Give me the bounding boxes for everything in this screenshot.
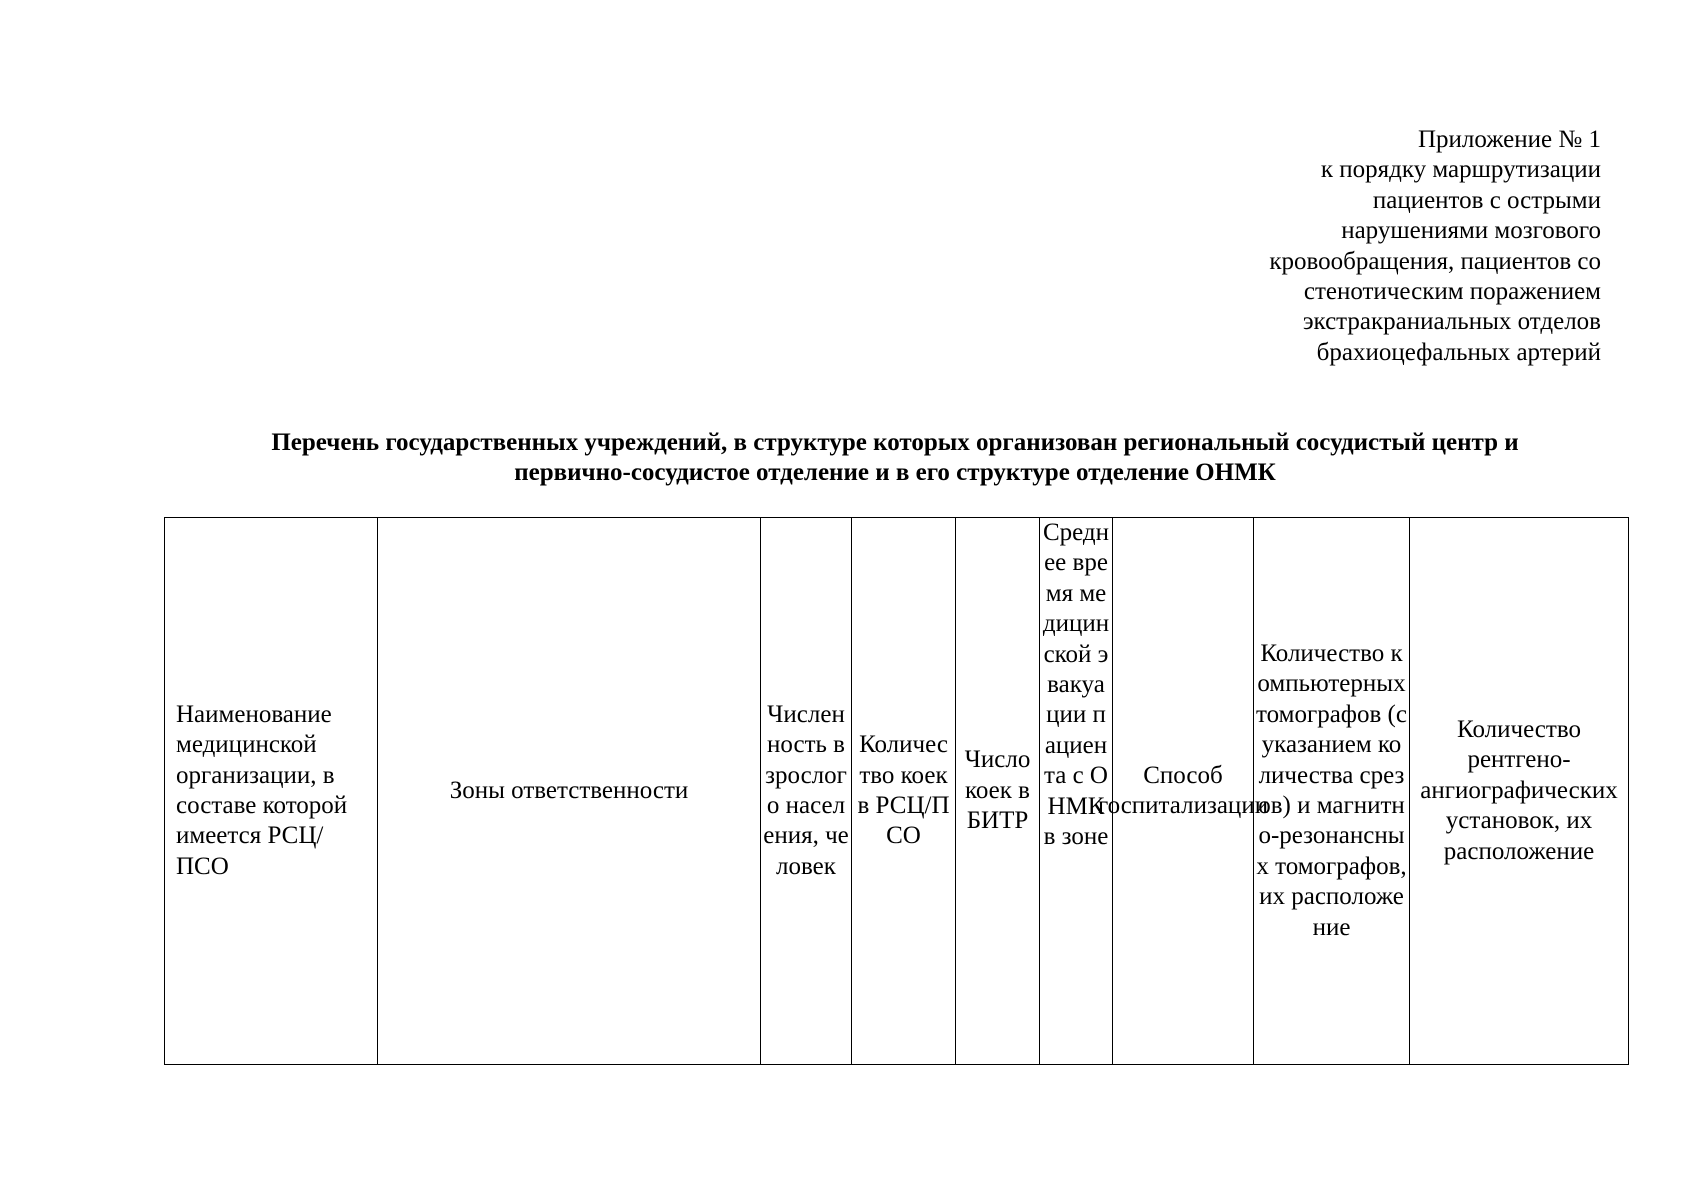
header-bed-count	[852, 518, 956, 1065]
header-organization-name-text: Наименование медицинской организации, в составе которой имеется РСЦ/ПСО	[176, 700, 348, 880]
header-evacuation-time-text: Среднее время медицинской эвакуации пациента с ОНМК в зоне	[1042, 519, 1110, 851]
header-itu-bed-count-text: Число коек в БИТР	[964, 746, 1031, 835]
header-adult-population-text: Численность взрослого населения, человек	[763, 700, 849, 880]
header-hospitalization-method-text: Способ госпитализации	[1097, 761, 1269, 819]
header-tomographs	[1254, 518, 1410, 1065]
appendix-block	[1081, 125, 1601, 368]
header-angiography-units-text: Количество рентгено-ангиографических установок, их расположение	[1420, 715, 1618, 865]
appendix-line: стенотическим поражением	[1303, 278, 1601, 306]
document-title-line-2: первично-сосудистое отделение и в его структуре отделение ОНМК	[514, 459, 1276, 486]
appendix-line: экстракраниальных отделов	[1302, 308, 1601, 336]
appendix-line: нарушениями мозгового	[1341, 217, 1601, 245]
header-responsibility-zones-text: Зоны ответственности	[449, 776, 689, 804]
table-header-row	[165, 518, 1629, 1065]
appendix-line: к порядку маршрутизации	[1320, 156, 1601, 184]
header-adult-population	[761, 518, 852, 1065]
institutions-table	[164, 517, 1629, 1065]
header-tomographs-text: Количество компьютерных томографов (с указанием количества срезов) и магнитно-резонансных томографов, их расположение	[1256, 639, 1407, 941]
appendix-line: пациентов с острыми	[1372, 186, 1601, 214]
appendix-line: Приложение № 1	[1417, 126, 1601, 153]
document-title-line-1: Перечень государственных учреждений, в структуре которых организован региональный сосудистый центр и	[271, 429, 1519, 456]
header-organization-name	[165, 518, 378, 1065]
header-angiography-units	[1410, 518, 1629, 1065]
header-hospitalization-method	[1097, 518, 1269, 1065]
header-bed-count-text: Количество коек в РСЦ/ПСО	[857, 731, 950, 850]
appendix-line: кровообращения, пациентов со	[1269, 247, 1601, 275]
appendix-line: брахиоцефальных артерий	[1316, 338, 1601, 366]
header-itu-bed-count	[956, 518, 1040, 1065]
header-responsibility-zones	[378, 518, 761, 1065]
document-title	[165, 428, 1625, 488]
